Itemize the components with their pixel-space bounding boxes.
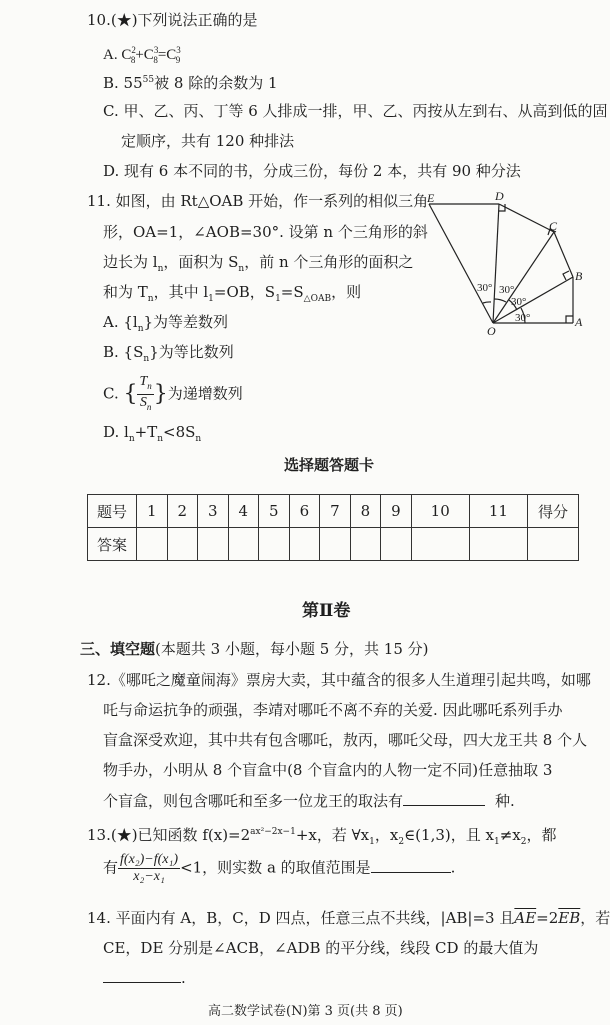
section-2-title: 第Ⅱ卷 (302, 601, 351, 621)
fig-angle-aob: 30° (515, 312, 531, 324)
q13-line2: 有 $\frac{\text{f(x₂)−f(x₁)}}{\text{x₂−x₁}}$ <1，则实数 a 的取值范围是 . (103, 852, 456, 884)
fig-label-a: A (575, 315, 583, 329)
answer-card-answer-row (88, 528, 579, 561)
q12-line5: 个盲盒，则包含哪吒和至多一位龙王的取法有 种. (103, 789, 515, 813)
answer-cell[interactable] (381, 528, 412, 561)
answer-card-answer-header: 答案 (88, 528, 137, 561)
answer-cell[interactable] (137, 528, 168, 561)
q11-option-c: C. { $\frac{T_n}{S_n}$ }为递增数列 (103, 374, 243, 415)
q12-line1: 12.《哪吒之魔童闹海》票房大卖，其中蕴含的很多人生道理引起共鸣，如哪 (87, 671, 591, 689)
q11-option-c-fraction: $\frac{T_n}{S_n}$ (139, 374, 152, 412)
q10-option-a: A. $C^2_8+C^3_8=C^3_9$ (103, 45, 181, 65)
answer-card-number-cell: 10 (411, 495, 469, 528)
q14-line2: CE，DE 分别是∠ACB，∠ADB 的平分线，线段 CD 的最大值为 (103, 939, 539, 957)
q13-fraction: $\frac{\text{f(x₂)−f(x₁)}}{\text{x₂−x₁}}$ (120, 852, 179, 884)
answer-cell[interactable] (228, 528, 259, 561)
answer-cell[interactable] (167, 528, 198, 561)
fig-label-o: O (487, 324, 496, 338)
q13-line1: 13.(★)已知函数 $f(x)=2^{ax^2-2x-1}+x$，若 $\forall x_1$，$x_2\in(1,3)$，且 $x_1\ne x_2$，都 (87, 826, 557, 847)
q10-option-c-line1: C. 甲、乙、丙、丁等 6 人排成一排，甲、乙、丙按从左到右、从高到低的固 (103, 102, 608, 120)
answer-card-number-cell: 5 (259, 495, 290, 528)
answer-card-number-cell: 4 (228, 495, 259, 528)
answer-card-number-cell: 7 (320, 495, 351, 528)
answer-card-title: 选择题答题卡 (284, 456, 375, 474)
answer-card-number-cell: 11 (469, 495, 527, 528)
answer-card-number-cell: 9 (381, 495, 412, 528)
fig-label-b: B (575, 269, 583, 283)
answer-cell[interactable] (289, 528, 320, 561)
q14-line3: . (103, 966, 186, 990)
answer-cell[interactable] (350, 528, 381, 561)
answer-card-number-header: 题号 (88, 495, 137, 528)
q12-line3: 盲盒深受欢迎，其中共有包含哪吒，敖丙，哪吒父母，四大龙王共 8 个人 (103, 731, 588, 749)
answer-cell[interactable] (198, 528, 229, 561)
fig-label-e: E (427, 191, 435, 205)
answer-cell[interactable] (320, 528, 351, 561)
fig-label-c: C (549, 219, 558, 233)
q12-answer-blank[interactable] (403, 789, 485, 806)
q14-line1: 14. 平面内有 A，B，C，D 四点，任意三点不共线，|AB|=3 且$\overline{AE}=2\overline{EB}$，若 (87, 909, 610, 927)
q11-line3: 边长为 $l_n$，面积为 $S_n$，前 n 个三角形的面积之 (103, 253, 414, 274)
answer-cell[interactable] (411, 528, 469, 561)
fig-angle-boc: 30° (511, 296, 527, 308)
fig-angle-cod: 30° (499, 284, 515, 296)
q11-option-b: B. $\{S_n\}$为等比数列 (103, 343, 234, 364)
answer-cell[interactable] (259, 528, 290, 561)
fig-angle-doe: 30° (477, 282, 493, 294)
answer-card-number-cell: 3 (198, 495, 229, 528)
answer-cell[interactable] (469, 528, 527, 561)
q11-similar-triangles-figure (425, 190, 590, 345)
q11-line2: 形，OA=1，∠AOB=30°. 设第 n 个三角形的斜 (103, 223, 428, 241)
score-cell[interactable] (528, 528, 579, 561)
q10-option-b: B. $55^{55}$被 8 除的余数为 1 (103, 74, 278, 92)
answer-card-number-cell: 2 (167, 495, 198, 528)
fig-label-d: D (495, 189, 504, 203)
answer-card-number-cell: 6 (289, 495, 320, 528)
q14-answer-blank[interactable] (103, 966, 181, 983)
q12-line2: 吒与命运抗争的顽强，李靖对哪吒不离不弃的关爱. 因此哪吒系列手办 (103, 701, 563, 719)
q10-option-c-line2: 定顺序，共有 120 种排法 (121, 132, 295, 150)
vector-eb: $\overline{EB}$ (558, 909, 581, 927)
part-3-heading: 三、填空题(本题共 3 小题，每小题 5 分，共 15 分) (80, 640, 429, 658)
q11-option-a: A. $\{l_n\}$为等差数列 (103, 313, 229, 334)
answer-card-number-cell: 8 (350, 495, 381, 528)
q11-line4: 和为 $T_n$，其中 $l_1=OB$，$S_1=S_{\triangle OAB}$，则 (103, 283, 362, 304)
q12-line4: 物手办，小明从 8 个盲盒中(8 个盲盒内的人物一定不同)任意抽取 3 (103, 761, 553, 779)
q10-stem: 10.(★)下列说法正确的是 (87, 11, 258, 29)
vector-ae: $\overline{AE}$ (514, 909, 537, 927)
answer-card-score-header: 得分 (528, 495, 579, 528)
q10-option-d: D. 现有 6 本不同的书，分成三份，每份 2 本，共有 90 种分法 (103, 162, 521, 180)
page-footer: 高二数学试卷(N)第 3 页(共 8 页) (208, 1004, 403, 1019)
answer-card-number-cell: 1 (137, 495, 168, 528)
q11-line1: 11. 如图，由 Rt△OAB 开始，作一系列的相似三角 (87, 192, 429, 210)
q13-answer-blank[interactable] (371, 856, 451, 873)
answer-card-number-row (88, 495, 579, 528)
q11-option-d: D. $l_n+T_n<8S_n$ (103, 423, 202, 444)
answer-card-table (87, 494, 579, 561)
